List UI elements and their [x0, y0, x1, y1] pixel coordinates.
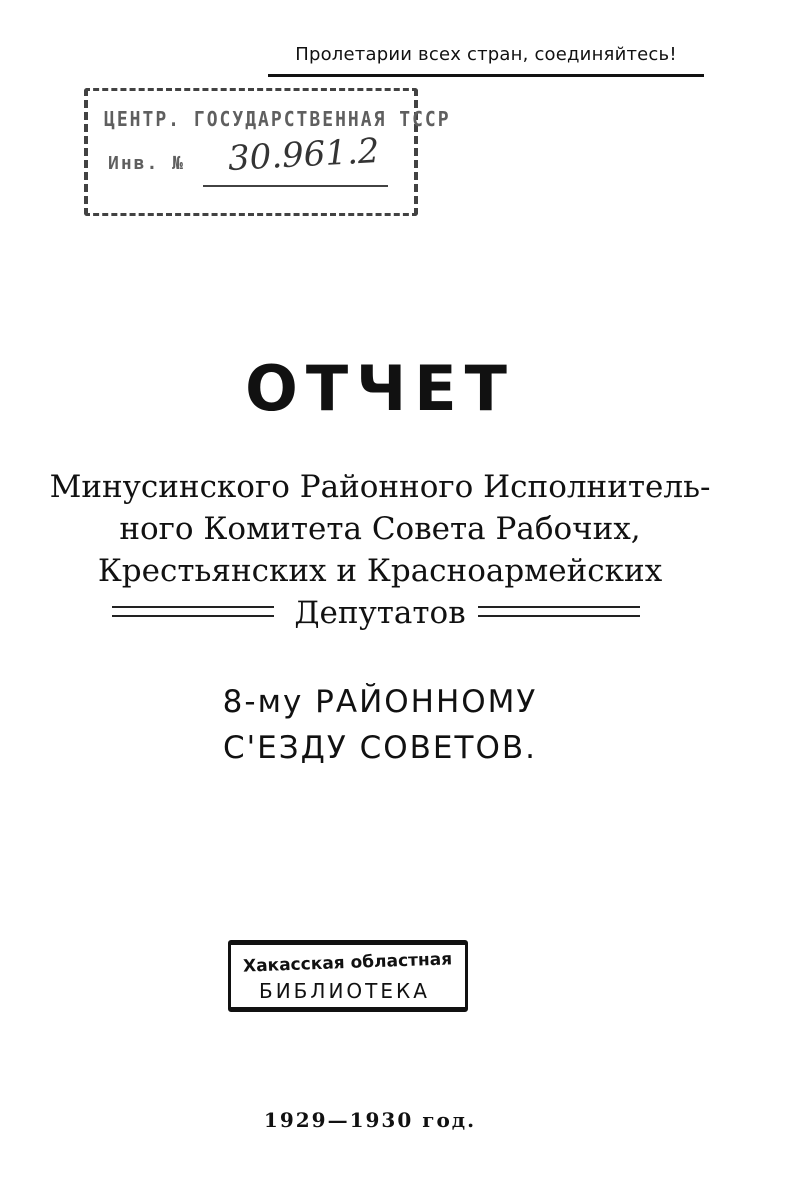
motto-rule [268, 74, 704, 77]
library-stamp-bottom [228, 940, 468, 1012]
stamp-top-line1: ЦЕНТР. ГОСУДАРСТВЕННАЯ ТССР [104, 107, 451, 132]
stamp-top-line2: Инв. № [108, 153, 186, 174]
congress-line-1: 8-му РАЙОННОМУ [222, 684, 538, 720]
stamp-top-underline [203, 185, 388, 187]
double-rule-right [478, 606, 640, 617]
motto: Пролетарии всех стран, соединяйтесь! [295, 44, 677, 65]
stamp-top-number: 30.961.2 [227, 131, 381, 179]
double-rule-left [112, 606, 274, 617]
subtitle-line-2: ного Комитета Совета Рабочих, [119, 511, 641, 547]
library-stamp-top [84, 88, 451, 216]
subtitle-line-4: Депутатов [294, 595, 466, 631]
stamp-bottom-line2: БИБЛИОТЕКА [259, 979, 430, 1003]
subtitle-line-3: Крестьянских и Красноармейских [97, 553, 663, 589]
subtitle-line-1: Минусинского Районного Исполнитель- [49, 469, 711, 505]
year: 1929—1930 год. [263, 1108, 477, 1132]
congress-line-2: С'ЕЗДУ СОВЕТОВ. [223, 730, 537, 766]
stamp-bottom-line1: Хакасская областная [242, 949, 453, 977]
document-title: ОТЧЕТ [245, 352, 515, 425]
